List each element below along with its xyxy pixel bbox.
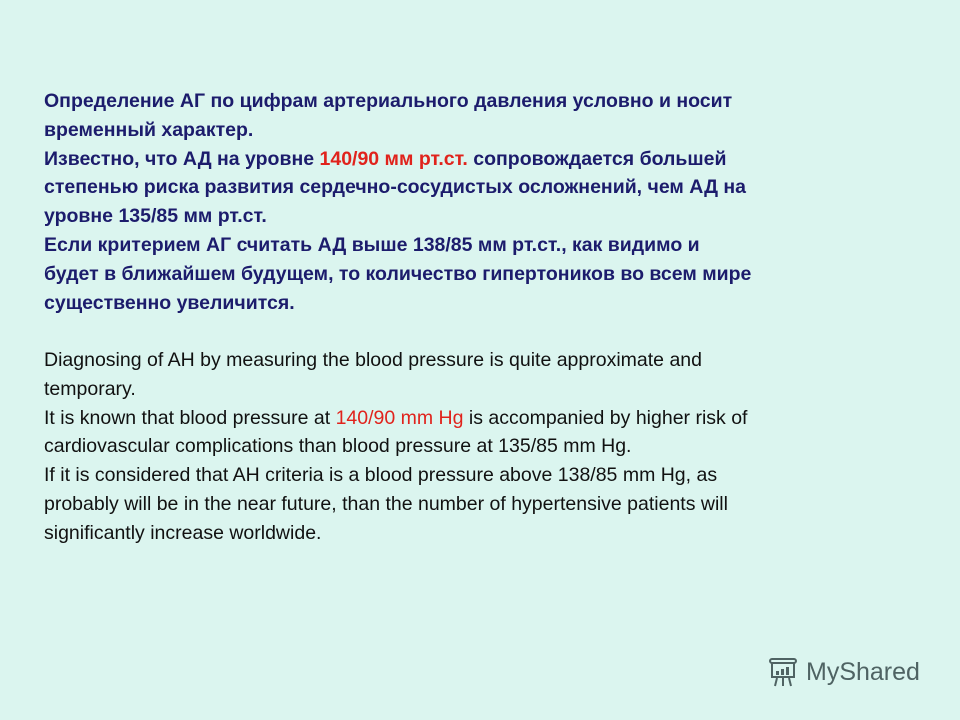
text-line [44,404,944,433]
presentation-board-icon [766,656,800,688]
text-line: будет в ближайшем будущем, то количество гипертоников во всем мире [44,262,752,285]
text-line: Diagnosing of AH by measuring the blood pressure is quite approximate and [44,349,702,371]
english-paragraph [44,346,944,548]
highlighted-value: 140/90 mm Hg [335,406,464,429]
text-segment: is accompanied by higher risk of [463,406,748,429]
russian-paragraph [44,87,944,317]
text-line: существенно увеличится. [44,291,295,314]
watermark-logo [766,656,920,688]
text-segment: It is known that blood pressure at [44,406,336,429]
text-line: If it is considered that AH criteria is a blood pressure above 138/85 mm Hg, as [44,464,718,487]
text-line: cardiovascular complications than blood pressure at 135/85 mm Hg. [44,435,632,458]
text-line: probably will be in the near future, than the number of hypertensive patients will [44,492,728,515]
text-line: significantly increase worldwide. [44,521,322,544]
text-line: временный характер. [44,118,254,141]
text-line [44,145,944,174]
text-line: уровне 135/85 мм рт.ст. [44,205,267,228]
text-line: степенью риска развития сердечно-сосудистых осложнений, чем АД на [44,176,747,199]
watermark-text: MyShared [806,657,920,686]
text-line: Если критерием АГ считать АД выше 138/85 мм рт.ст., как видимо и [44,233,700,256]
text-line: temporary. [44,377,136,400]
text-line: Определение АГ по цифрам артериального давления условно и носит [44,90,733,112]
highlighted-value: 140/90 мм рт.ст. [319,147,468,170]
text-segment: Известно, что АД на уровне [44,147,320,170]
text-segment: сопровождается большей [467,147,727,170]
